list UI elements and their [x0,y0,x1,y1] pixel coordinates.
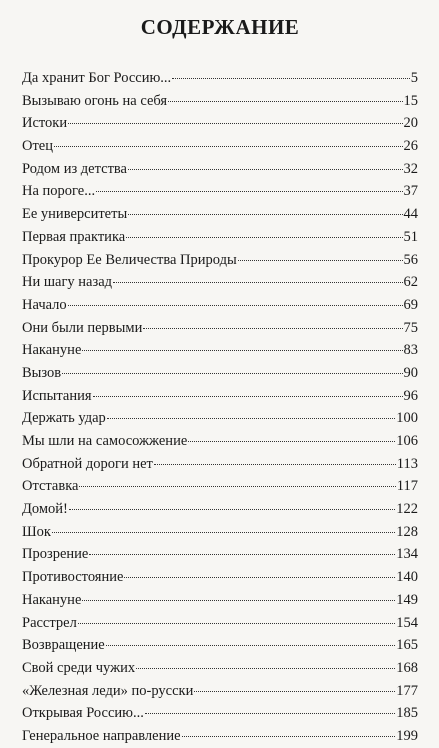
toc-entry-page-number: 75 [403,319,418,336]
dot-leader [126,233,402,238]
toc-entry [22,135,418,158]
toc-entry-title: Обратной дороги нет [22,455,153,472]
toc-entry [22,271,418,294]
toc-entry-title: Отец [22,138,54,155]
dot-leader [188,437,395,442]
toc-entry-title: Первая практика [22,228,126,245]
toc-entry [22,385,418,408]
toc-entry [22,294,418,317]
dot-leader [52,528,395,533]
toc-entry-page-number: 56 [403,251,418,268]
toc-entry [22,430,418,453]
dot-leader [106,641,396,646]
toc-entry-page-number: 26 [403,138,418,155]
toc-entry-page-number: 122 [396,501,418,518]
dot-leader [68,301,403,306]
toc-entry-title: Держать удар [22,410,106,427]
dot-leader [107,414,395,419]
dot-leader [96,187,402,192]
dot-leader [82,346,402,351]
toc-entry [22,90,418,113]
toc-entry-page-number: 168 [396,659,418,676]
toc-entry-page-number: 128 [396,523,418,540]
toc-entry [22,702,418,725]
toc-entry-page-number: 154 [396,614,418,631]
page-title: СОДЕРЖАНИЕ [140,15,300,39]
toc-entry [22,112,418,135]
toc-entry [22,521,418,544]
toc-entry [22,634,418,657]
dot-leader [182,732,396,737]
dot-leader [238,256,403,261]
toc-entry-page-number: 20 [403,115,418,132]
dot-leader [62,369,402,374]
toc-entry-title: Ее университеты [22,206,128,223]
toc-entry [22,339,418,362]
toc-entry-page-number: 165 [396,637,418,654]
toc-entry-page-number: 90 [403,364,418,381]
dot-leader [78,619,395,624]
toc-entry-title: Вызываю огонь на себя [22,92,168,109]
toc-entry-title: Прокурор Ее Величества Природы [22,251,237,268]
toc-entry-page-number: 69 [403,296,418,313]
dot-leader [93,392,403,397]
toc-entry-page-number: 51 [403,228,418,245]
dot-leader [54,142,402,147]
dot-leader [82,596,395,601]
dot-leader [124,573,395,578]
dot-leader [89,550,395,555]
toc-entry [22,657,418,680]
dot-leader [172,74,410,79]
toc-entry [22,407,418,430]
table-of-contents [22,67,418,748]
toc-entry-title: Да хранит Бог Россию... [22,70,172,86]
toc-entry-title: Противостояние [22,569,124,586]
toc-entry [22,453,418,476]
toc-entry-title: Отставка [22,478,79,495]
toc-entry-title: Вызов [22,364,62,381]
dot-leader [154,460,396,465]
toc-entry-title: Они были первыми [22,319,143,336]
toc-entry-title: Возвращение [22,637,105,654]
toc-entry [22,249,418,272]
toc-entry [22,158,418,181]
toc-entry-title: Прозрение [22,546,89,563]
toc-entry-title: Свой среди чужих [22,659,136,676]
toc-entry-page-number: 106 [396,433,418,449]
dot-leader [143,324,402,329]
toc-entry-title: Мы шли на самосожжение [22,433,188,449]
dot-leader [128,165,403,170]
toc-entry-title: Накануне [22,342,82,359]
toc-entry [22,226,418,249]
toc-entry [22,475,418,498]
toc-entry-page-number: 44 [403,206,418,223]
toc-entry-title: Истоки [22,115,68,132]
toc-entry-page-number: 37 [403,183,418,200]
toc-entry-title: Открывая Россию... [22,705,144,722]
dot-leader [168,97,402,102]
toc-entry-page-number: 185 [396,705,418,722]
toc-entry-page-number: 117 [396,478,418,495]
toc-entry-title: На пороге... [22,183,96,200]
toc-entry-page-number: 113 [396,455,418,472]
dot-leader [194,687,395,692]
toc-entry-title: Ни шагу назад [22,274,113,291]
toc-entry [22,543,418,566]
toc-entry [22,180,418,203]
toc-entry-page-number: 134 [396,546,418,563]
dot-leader [136,664,395,669]
toc-entry-title: Испытания [22,387,92,404]
toc-entry-title: Накануне [22,591,82,608]
toc-entry [22,67,418,90]
toc-entry-title: Начало [22,296,67,313]
toc-entry-page-number: 5 [410,70,418,86]
dot-leader [145,709,395,714]
toc-entry [22,680,418,703]
toc-entry-page-number: 100 [396,410,418,427]
dot-leader [113,278,402,283]
toc-entry [22,203,418,226]
toc-entry-title: «Железная леди» по-русски [22,682,194,699]
toc-entry-page-number: 140 [396,569,418,586]
dot-leader [69,505,395,510]
toc-entry-title: Расстрел [22,614,77,631]
toc-entry-page-number: 62 [403,274,418,291]
toc-entry [22,725,418,748]
toc-entry-page-number: 149 [396,591,418,608]
toc-entry-page-number: 83 [403,342,418,359]
toc-entry-page-number: 15 [403,92,418,109]
dot-leader [68,119,402,124]
toc-entry-page-number: 199 [396,727,418,744]
toc-entry [22,589,418,612]
toc-entry-page-number: 32 [403,160,418,177]
toc-entry [22,498,418,521]
toc-entry-title: Родом из детства [22,160,127,177]
toc-entry-title: Шок [22,523,51,540]
dot-leader [128,210,402,215]
toc-entry-page-number: 177 [396,682,418,699]
toc-entry [22,317,418,340]
dot-leader [79,482,395,487]
toc-entry [22,566,418,589]
toc-entry [22,362,418,385]
toc-entry-page-number: 96 [403,387,418,404]
toc-entry-title: Генеральное направление [22,727,181,744]
toc-entry-title: Домой! [22,501,68,518]
toc-entry [22,612,418,635]
